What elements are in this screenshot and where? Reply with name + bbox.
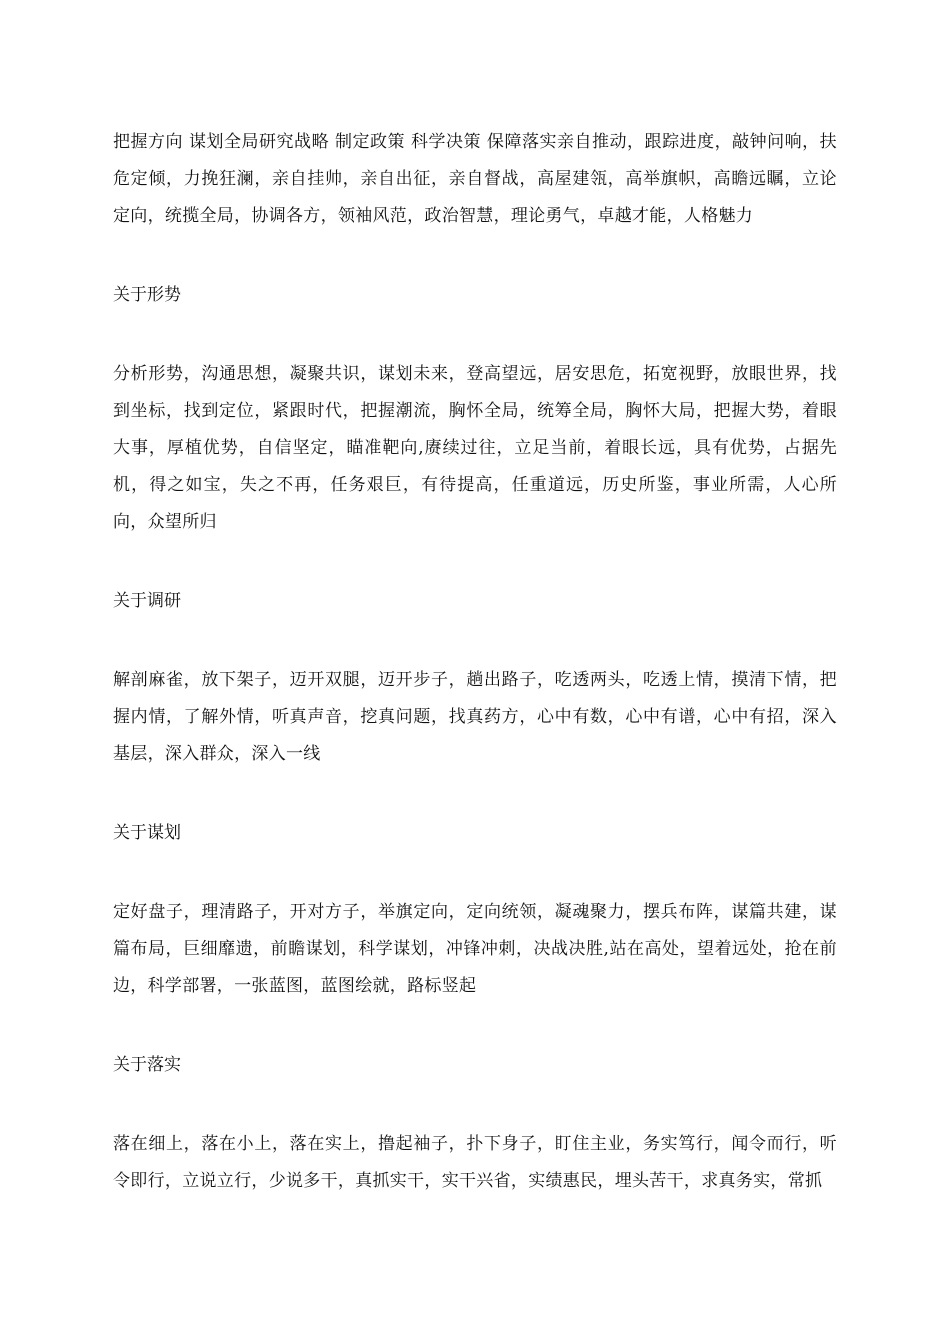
section-heading-planning: 关于谋划 xyxy=(113,823,181,843)
spacer xyxy=(113,314,837,356)
spacer xyxy=(113,235,837,277)
spacer xyxy=(113,773,837,815)
section-heading-implementation: 关于落实 xyxy=(113,1055,181,1075)
spacer xyxy=(113,852,837,894)
spacer xyxy=(113,1005,837,1047)
intro-paragraph: 把握方向 谋划全局研究战略 制定政策 科学决策 保障落实亲自推动，跟踪进度，敲钟问响，扶危定倾，力挽狂澜，亲自挂帅，亲自出征，亲自督战，高屋建瓴，高举旗帜，高瞻远瞩，立论定向，统揽全局，协调各方，领袖风范，政治智慧，理论勇气，卓越才能，人格魅力 xyxy=(113,132,837,226)
section-heading-research: 关于调研 xyxy=(113,591,181,611)
section-body-research: 解剖麻雀，放下架子，迈开双腿，迈开步子，趟出路子，吃透两头，吃透上情，摸清下情，把握内情，了解外情，听真声音，挖真问题，找真药方，心中有数，心中有谱，心中有招，深入基层，深入群众，深入一线 xyxy=(113,670,837,764)
section-body-planning: 定好盘子，理清路子，开对方子，举旗定向，定向统领，凝魂聚力，摆兵布阵，谋篇共建，谋篇布局，巨细靡遗，前瞻谋划，科学谋划，冲锋冲刺，决战决胜,站在高处，望着远处，抢在前边，科学部署，一张蓝图，蓝图绘就，路标竖起 xyxy=(113,902,837,996)
spacer xyxy=(113,541,837,583)
section-body-situation: 分析形势，沟通思想，凝聚共识，谋划未来，登高望远，居安思危，拓宽视野，放眼世界，找到坐标，找到定位，紧跟时代，把握潮流，胸怀全局，统筹全局，胸怀大局，把握大势，着眼大事，厚植优势，自信坚定，瞄准靶向,赓续过往，立足当前，着眼长远，具有优势，占据先机，得之如宝，失之不再，任务艰巨，有待提高，任重道远，历史所鉴，事业所需，人心所向，众望所归 xyxy=(113,364,837,532)
spacer xyxy=(113,1084,837,1126)
spacer xyxy=(113,620,837,662)
section-body-implementation: 落在细上，落在小上，落在实上，撸起袖子，扑下身子，盯住主业，务实笃行，闻令而行，听令即行，立说立行，少说多干，真抓实干，实干兴省，实绩惠民，埋头苦干，求真务实，常抓 xyxy=(113,1134,837,1191)
document-page xyxy=(113,124,837,1200)
section-heading-situation: 关于形势 xyxy=(113,285,181,305)
